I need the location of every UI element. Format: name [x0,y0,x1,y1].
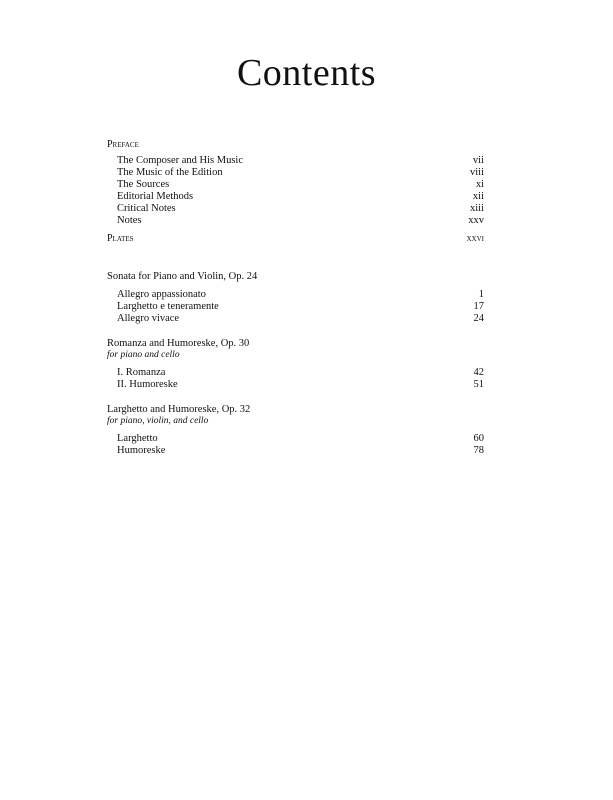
work-subtitle: for piano, violin, and cello [107,416,209,426]
toc-entry-label: Critical Notes [117,203,176,214]
toc-entry-label: II. Humoreske [117,379,178,390]
toc-entry[interactable] [107,301,484,313]
toc-entry-page: 60 [473,433,484,444]
plates-page: xxvi [466,233,484,244]
toc-entry-label: Larghetto e teneramente [117,301,219,312]
toc-entry[interactable] [107,191,484,203]
toc-entry-page: 24 [473,313,484,324]
toc-entry-label: Humoreske [117,445,166,456]
toc-entry-page: 42 [473,367,484,378]
toc-entry-page: 17 [473,301,484,312]
toc-entry[interactable] [107,179,484,191]
toc-entry-page: 51 [473,379,484,390]
toc-entry-label: Notes [117,215,142,226]
toc-entry-page: vii [472,155,484,166]
toc-entry-label: The Composer and His Music [117,155,243,166]
toc-entry-page: xii [472,191,484,202]
toc-entry-label: Larghetto [117,433,158,444]
work-title: Larghetto and Humoreske, Op. 32 [107,404,251,415]
table-of-contents [107,139,484,457]
toc-entry-page: 1 [478,289,484,300]
plates-heading: Plates [107,233,134,244]
toc-entry[interactable] [107,215,484,227]
toc-entry-page: viii [469,167,484,178]
preface-heading: Preface [107,139,139,150]
toc-entry-label: Allegro vivace [117,313,180,324]
work-title: Sonata for Piano and Violin, Op. 24 [107,271,258,282]
work-title: Romanza and Humoreske, Op. 30 [107,338,250,349]
toc-entry-page: xi [475,179,484,190]
toc-entry[interactable] [107,155,484,167]
toc-entry-label: The Sources [117,179,170,190]
toc-entry[interactable] [107,379,484,391]
toc-entry[interactable] [107,167,484,179]
toc-entry-page: xxv [468,215,484,226]
toc-entry-label: Editorial Methods [117,191,194,202]
toc-entry-page: xiii [469,203,484,214]
page-title: Contents [236,52,377,94]
toc-entry-label: I. Romanza [117,367,166,378]
toc-entry[interactable] [107,433,484,445]
toc-entry-label: The Music of the Edition [117,167,223,178]
toc-entry[interactable] [107,313,484,325]
toc-entry-page: 78 [473,445,484,456]
toc-entry-label: Allegro appassionato [117,289,206,300]
plates-entry[interactable] [107,233,484,245]
work-subtitle: for piano and cello [107,350,180,360]
toc-entry[interactable] [107,445,484,457]
toc-entry[interactable] [107,203,484,215]
toc-entry[interactable] [107,289,484,301]
toc-entry[interactable] [107,367,484,379]
